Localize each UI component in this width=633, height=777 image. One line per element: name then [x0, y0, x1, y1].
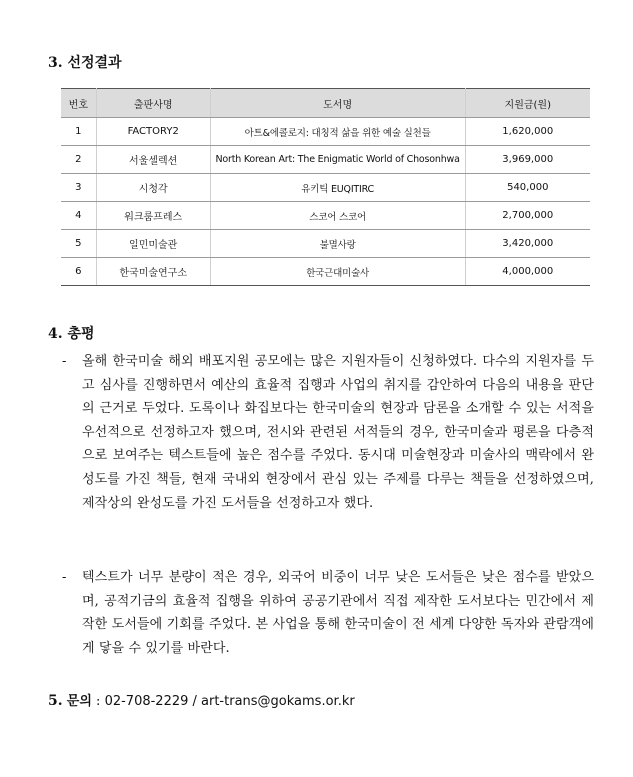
selection-results-table [61, 88, 590, 286]
section-3-heading: 3. 선정결과 [48, 55, 122, 71]
cell-book-title: 유키틱 EUQITIRC [210, 174, 465, 202]
table-header-row [61, 89, 590, 118]
review-paragraph-text: 텍스트가 너무 분량이 적은 경우, 외국어 비중이 너무 낮은 도서들은 낮은 점수를 받았으며, 공적기금의 효율적 집행을 위하여 공공기관에서 직접 제작한 도서보다는 민간에서 제작한 도서들에 기회를 주었다. 본 사업을 통해 한국미술이 전 세계 다양한 독자와 관람객에게 닿을 수 있기를 바란다. [82, 570, 594, 656]
section-5-inquiry [48, 690, 355, 709]
cell-grant-amount: 1,620,000 [465, 118, 590, 146]
cell-book-title: 불멸사랑 [210, 230, 465, 258]
bullet-dash: - [62, 570, 67, 585]
cell-publisher: 일민미술관 [96, 230, 210, 258]
header-grant-amount: 지원금(원) [465, 89, 590, 118]
cell-book-title: 스코어 스코어 [210, 202, 465, 230]
cell-number: 6 [61, 258, 96, 286]
cell-number: 2 [61, 146, 96, 174]
header-book-title: 도서명 [210, 89, 465, 118]
section-5-number: 5. [48, 693, 63, 709]
header-number: 번호 [61, 89, 96, 118]
cell-grant-amount: 540,000 [465, 174, 590, 202]
cell-book-title: 아트&에콜로지: 대칭적 삶을 위한 예술 실천들 [210, 118, 465, 146]
cell-grant-amount: 2,700,000 [465, 202, 590, 230]
cell-number: 5 [61, 230, 96, 258]
review-paragraph-text: 올해 한국미술 해외 배포지원 공모에는 많은 지원자들이 신청하였다. 다수의 지원자를 두고 심사를 진행하면서 예산의 효율적 집행과 사업의 취지를 감안하여 다음의 내용을 판단의 근거로 두었다. 도록이나 화집보다는 한국미술의 현장과 담론을 소개할 수 있는 서적을 우선적으로 선정하고자 했으며, 전시와 관련된 서적들의 경우, 한국미술과 평론을 다층적으로 보여주는 텍스트들에 높은 점수를 주었다. 동시대 미술현장과 미술사의 맥락에서 완성도를 가진 책들, 현재 국내외 현장에서 관심 있는 주제를 다루는 책들을 선정하였으며, 제작상의 완성도를 가진 도서들을 선정하고자 했다. [82, 354, 594, 511]
cell-grant-amount: 3,969,000 [465, 146, 590, 174]
cell-number: 4 [61, 202, 96, 230]
bullet-dash: - [62, 354, 67, 369]
table-row [61, 118, 590, 146]
cell-publisher: 워크룸프레스 [96, 202, 210, 230]
cell-number: 3 [61, 174, 96, 202]
cell-publisher: 시청각 [96, 174, 210, 202]
section-4-heading: 4. 총평 [48, 326, 95, 342]
table-row [61, 258, 590, 286]
table-row [61, 230, 590, 258]
cell-book-title: 한국근대미술사 [210, 258, 465, 286]
cell-publisher: 한국미술연구소 [96, 258, 210, 286]
cell-book-title: North Korean Art: The Enigmatic World of Chosonhwa [210, 146, 465, 174]
cell-publisher: FACTORY2 [96, 118, 210, 146]
inquiry-label: 문의 [66, 694, 92, 709]
review-paragraph [62, 350, 594, 515]
contact-info: 02-708-2229 / art-trans@gokams.or.kr [104, 694, 355, 709]
inquiry-separator: : [96, 694, 101, 709]
header-publisher: 출판사명 [96, 89, 210, 118]
review-paragraph [62, 566, 594, 660]
table-row [61, 174, 590, 202]
cell-grant-amount: 4,000,000 [465, 258, 590, 286]
table-row [61, 146, 590, 174]
cell-number: 1 [61, 118, 96, 146]
table-row [61, 202, 590, 230]
cell-grant-amount: 3,420,000 [465, 230, 590, 258]
cell-publisher: 서울셀렉션 [96, 146, 210, 174]
